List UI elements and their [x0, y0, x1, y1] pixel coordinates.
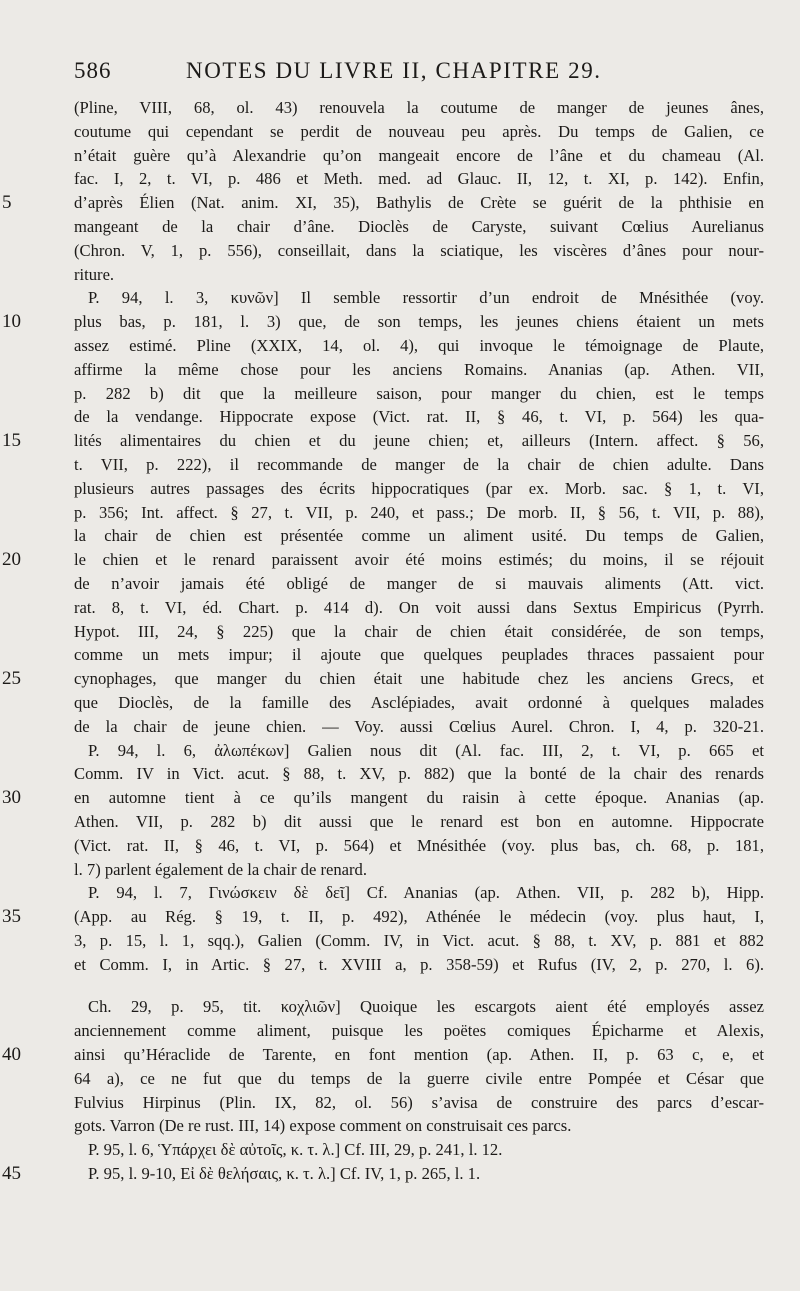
text-line: (Vict. rat. II, § 46, t. VI, p. 564) et Mnésithée (voy. plus bas, ch. 68, p. 181, — [74, 835, 764, 855]
text-line: Comm. IV in Vict. acut. § 88, t. XV, p. 882) que la bonté de la chair des renards — [74, 764, 764, 784]
text-line: P. 94, l. 6, ἀλωπέκων] Galien nous dit (Al. fac. III, 2, t. VI, p. 665 et — [88, 740, 764, 760]
text-line: plus bas, p. 181, l. 3) que, de son temps, les jeunes chiens étaient un mets — [74, 312, 764, 332]
text-line: p. 356; Int. affect. § 27, t. VII, p. 240, et pass.; De morb. II, § 56, t. VII, p. 88), — [74, 502, 764, 522]
line-number: 25 — [2, 668, 21, 689]
line-number: 35 — [2, 906, 21, 927]
text-line: P. 94, l. 7, Γινώσκειν δὲ δεῖ] Cf. Ananias (ap. Athen. VII, p. 282 b), Hipp. — [88, 883, 764, 903]
text-line: que Dioclès, de la famille des Asclépiades, avait ordonné à quelques malades — [74, 692, 764, 712]
text-line: p. 282 b) dit que la meilleure saison, pour manger du chien, est le temps — [74, 383, 764, 403]
text-line: assez estimé. Pline (XXIX, 14, ol. 4), qui invoque le témoignage de Plaute, — [74, 335, 764, 355]
text-line: fac. I, 2, t. VI, p. 486 et Meth. med. ad Glauc. II, 12, t. XI, p. 142). Enfin, — [74, 169, 764, 189]
text-line: Hypot. III, 24, § 225) que la chair de chien était considérée, de son temps, — [74, 621, 764, 641]
line-number: 40 — [2, 1044, 21, 1065]
text-line: t. VII, p. 222), il recommande de manger de la chair de chien adulte. Dans — [74, 454, 764, 474]
text-line: en automne tient à ce qu’ils mangent du raisin à cette époque. Ananias (ap. — [74, 788, 764, 808]
text-line: ainsi qu’Héraclide de Tarente, en font mention (ap. Athen. II, p. 63 c, e, et — [74, 1045, 764, 1065]
text-line: P. 95, l. 9-10, Εἰ δὲ θελήσαις, κ. τ. λ.] Cf. IV, 1, p. 265, l. 1. — [88, 1164, 481, 1184]
running-title: NOTES DU LIVRE II, CHAPITRE 29. — [186, 58, 602, 83]
line-number: 10 — [2, 311, 21, 332]
text-line: Fulvius Hirpinus (Plin. IX, 82, ol. 56) s’avisa de construire des parcs d’escar- — [74, 1092, 764, 1112]
text-line: 64 a), ce ne fut que du temps de la guerre civile entre Pompée et César que — [74, 1068, 764, 1088]
text-line: lités alimentaires du chien et du jeune chien; et, ailleurs (Intern. affect. § 56, — [74, 431, 764, 451]
text-line: mangeant de la chair d’âne. Dioclès de Caryste, suivant Cœlius Aurelianus — [74, 216, 764, 236]
text-line: et Comm. I, in Artic. § 27, t. XVIII a, p. 358-59) et Rufus (IV, 2, p. 270, l. 6). — [74, 954, 764, 974]
text-line: coutume qui cependant se perdit de nouveau peu après. Du temps de Galien, ce — [74, 121, 764, 141]
line-number: 5 — [2, 192, 12, 213]
text-line: (Pline, VIII, 68, ol. 43) renouvela la coutume de manger de jeunes ânes, — [74, 98, 764, 117]
page-number: 586 — [74, 58, 112, 83]
line-number: 45 — [2, 1163, 21, 1184]
text-line: la chair de chien est présentée comme un aliment usité. Du temps de Galien, — [74, 526, 764, 546]
text-line: de la vendange. Hippocrate expose (Vict. rat. II, § 46, t. VI, p. 564) les qua- — [74, 407, 764, 427]
text-line: (Chron. V, 1, p. 556), conseillait, dans la sciatique, les viscères d’ânes pour nour- — [74, 240, 764, 260]
text-line: comme un mets impur; il ajoute que quelques peuplades thraces passaient pour — [74, 645, 764, 665]
line-number: 30 — [2, 787, 21, 808]
text-line: P. 94, l. 3, κυνῶν] Il semble ressortir d’un endroit de Mnésithée (voy. — [88, 288, 764, 308]
line-number: 20 — [2, 549, 21, 570]
notes-body — [2, 96, 764, 1186]
text-line: de n’avoir jamais été obligé de manger de si mauvais aliments (Att. vict. — [74, 573, 764, 593]
line-number: 15 — [2, 430, 21, 451]
text-line: Ch. 29, p. 95, tit. κοχλιῶν] Quoique les escargots aient été employés assez — [88, 997, 764, 1017]
text-line: 3, p. 15, l. 1, sqq.), Galien (Comm. IV, in Vict. acut. § 88, t. XV, p. 881 et 882 — [74, 930, 764, 950]
text-line: n’était guère qu’à Alexandrie qu’on mangeait encore de l’âne et du chameau (Al. — [74, 145, 764, 165]
text-line: plusieurs autres passages des écrits hippocratiques (par ex. Morb. sac. § 1, t. VI, — [74, 478, 764, 498]
text-line: P. 95, l. 6, Ὑπάρχει δὲ αὐτοῖς, κ. τ. λ.] Cf. III, 29, p. 241, l. 12. — [88, 1140, 503, 1160]
text-line: Athen. VII, p. 282 b) dit aussi que le renard est bon en automne. Hippocrate — [74, 811, 764, 831]
text-line: d’après Élien (Nat. anim. XI, 35), Bathylis de Crète se guérit de la phthisie en — [74, 193, 764, 213]
text-line: rat. 8, t. VI, éd. Chart. p. 414 d). On voit aussi dans Sextus Empiricus (Pyrrh. — [74, 597, 764, 617]
text-line: gots. Varron (De re rust. III, 14) expose comment on construisait ces parcs. — [74, 1116, 572, 1136]
text-line: (App. au Rég. § 19, t. II, p. 492), Athénée le médecin (voy. plus haut, I, — [74, 907, 764, 927]
text-line: riture. — [74, 264, 115, 284]
text-line: de la chair de jeune chien. — Voy. aussi Cœlius Aurel. Chron. I, 4, p. 320-21. — [74, 716, 764, 736]
text-line: le chien et le renard paraissent avoir été moins estimés; du moins, il se réjouit — [74, 550, 764, 570]
text-line: affirme la même chose pour les anciens Romains. Ananias (ap. Athen. VII, — [74, 359, 764, 379]
text-line: cynophages, que manger du chien était une habitude chez les anciens Grecs, et — [74, 669, 764, 689]
text-line: anciennement comme aliment, puisque les poëtes comiques Épicharme et Alexis, — [74, 1021, 764, 1041]
text-line: l. 7) parlent également de la chair de renard. — [74, 859, 368, 879]
